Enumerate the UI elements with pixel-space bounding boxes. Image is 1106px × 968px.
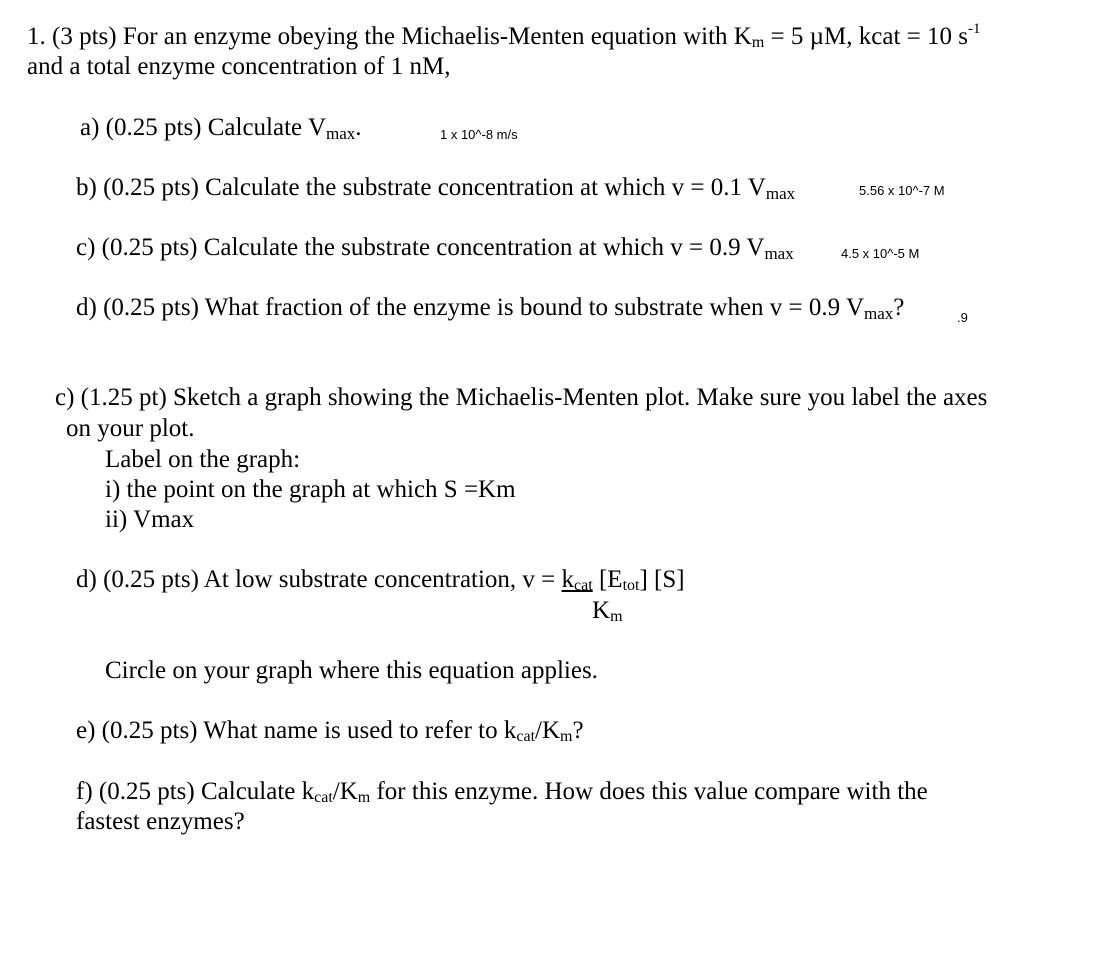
part-b-vmax-subscript: max (765, 184, 796, 203)
q1-exponent: -1 (968, 21, 981, 37)
part-b-text: b) (0.25 pts) Calculate the substrate concentration at which v = 0.1 V (76, 174, 766, 201)
part-d-question-mark: ? (893, 294, 905, 321)
part-a-vmax-subscript: max (326, 124, 356, 143)
part-b-question (76, 173, 795, 205)
part-f-text: f) (0.25 pts) Calculate k (76, 778, 315, 805)
sketch-question-line-1: c) (1.25 pt) Sketch a graph showing the Michaelis-Menten plot. Make sure you label the axes (55, 384, 988, 411)
part-e-question-mark: ? (572, 717, 584, 744)
part-f-question-line-1 (76, 777, 928, 810)
q1-text-a: 1. (3 pts) For an enzyme obeying the Michaelis-Menten equation with K (27, 23, 752, 50)
part-d-vmax-subscript: max (864, 304, 894, 323)
part-a-answer: 1 x 10^-8 m/s (440, 127, 518, 142)
part-e-slash-k: /K (535, 717, 561, 744)
part-f-text-end: for this enzyme. How does this value compare with the (370, 778, 928, 805)
sketch-label-item-1: i) the point on the graph at which S =Km (105, 476, 516, 503)
etot-substrate: ] [S] (639, 566, 685, 593)
part-e-kcat-subscript: cat (516, 728, 536, 745)
part-b-answer: 5.56 x 10^-7 M (859, 183, 945, 198)
part-e-question (76, 716, 584, 749)
circle-instruction: Circle on your graph where this equation applies. (105, 657, 598, 684)
part-f-kcat-subscript: cat (314, 789, 333, 806)
question-1-line-1 (27, 22, 981, 55)
part-c-question (76, 233, 794, 265)
part-c-vmax-subscript: max (764, 244, 794, 263)
q1-km-subscript: m (751, 34, 765, 51)
sketch-label-item-2: ii) Vmax (105, 506, 195, 533)
part-e-text: e) (0.25 pts) What name is used to refer to k (76, 717, 517, 744)
sketch-question-line-2: on your plot. (66, 415, 195, 442)
part-a-question (80, 113, 362, 145)
km-k: K (592, 597, 611, 624)
part-a-text: a) (0.25 pts) Calculate V (80, 114, 326, 141)
part-f-slash-k: /K (332, 778, 358, 805)
part-f-question-line-2: fastest enzymes? (76, 808, 245, 835)
kcat-subscript: cat (574, 577, 593, 594)
sketch-label-heading: Label on the graph: (105, 446, 301, 473)
part-a-period: . (355, 114, 362, 141)
kcat-k: k (561, 566, 575, 593)
etot-subscript: tot (622, 577, 640, 594)
question-1-line-2: and a total enzyme concentration of 1 nM, (27, 53, 451, 80)
low-substrate-question (76, 565, 685, 598)
km-denominator (592, 596, 623, 629)
part-d-text: d) (0.25 pts) What fraction of the enzyme is bound to substrate when v = 0.9 V (76, 294, 865, 321)
part-c-text: c) (0.25 pts) Calculate the substrate concentration at which v = 0.9 V (76, 234, 765, 261)
part-f-km-subscript: m (357, 789, 371, 806)
etot-open: [E (592, 566, 623, 593)
q1-text-b: = 5 µM, kcat = 10 s (764, 23, 968, 50)
low-substrate-text: d) (0.25 pts) At low substrate concentration, v = (76, 566, 562, 593)
kcat-numerator (562, 566, 593, 593)
part-c-answer: 4.5 x 10^-5 M (841, 246, 920, 261)
part-e-km-subscript: m (560, 728, 573, 745)
km-subscript: m (610, 608, 623, 625)
part-d-question (76, 293, 904, 325)
part-d-answer: .9 (957, 310, 968, 325)
